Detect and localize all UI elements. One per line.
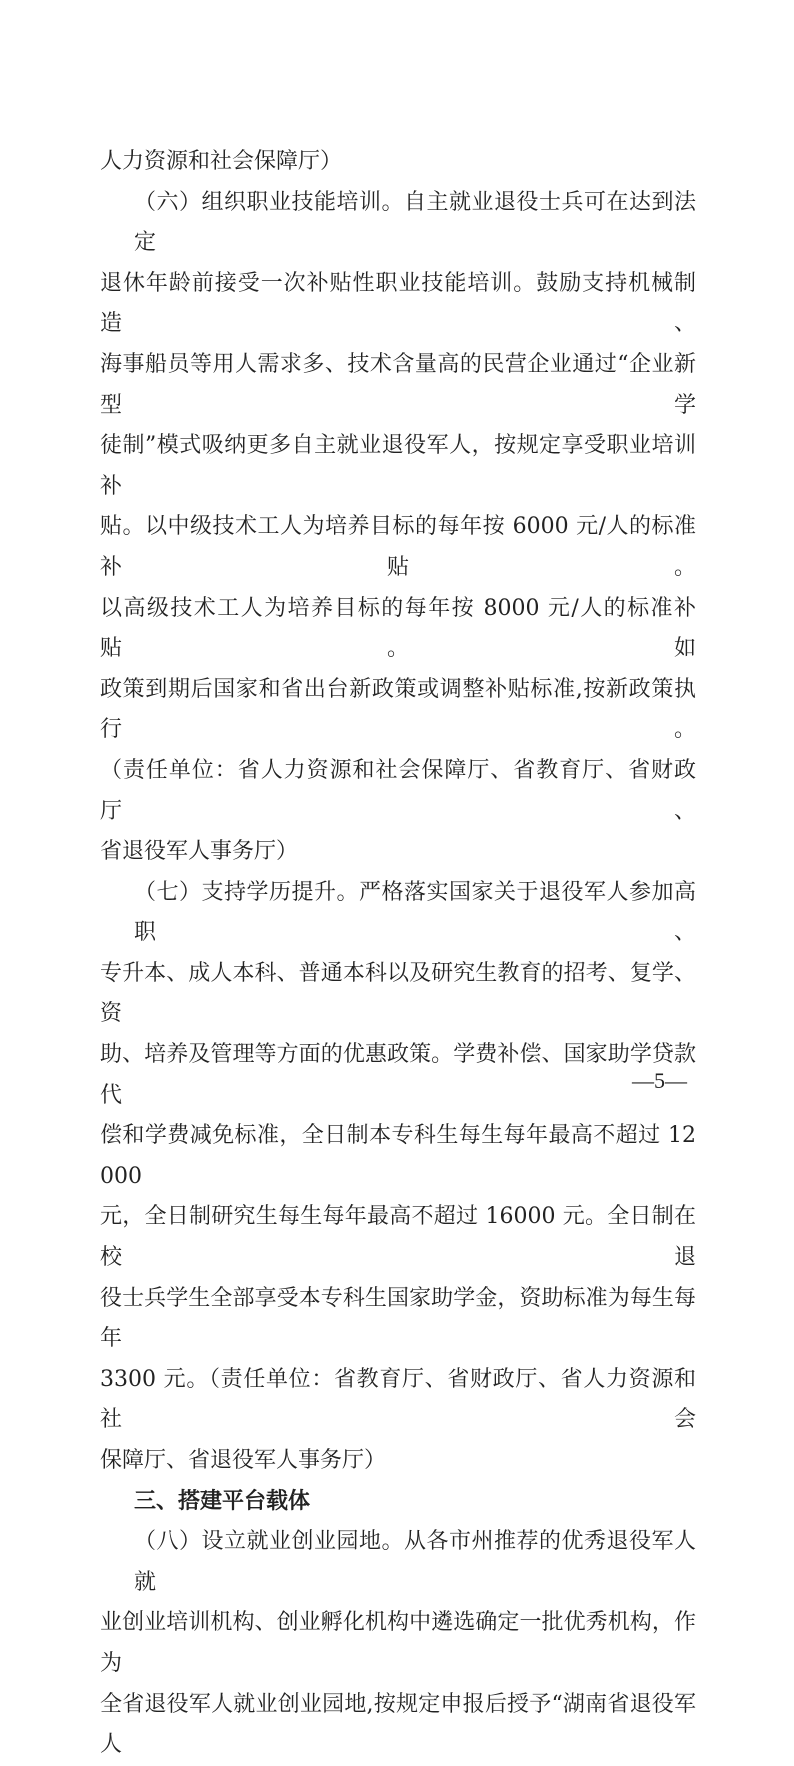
text-line: 元，全日制研究生每生每年最高不超过 16000 元。全日制在校退 <box>100 1204 696 1271</box>
text-line: 省退役军人事务厅） <box>100 839 299 865</box>
text-line: 偿和学费减免标准，全日制本专科生每生每年最高不超过 12000 <box>100 1123 696 1189</box>
text-line: 保障厅、省退役军人事务厅） <box>100 1448 387 1473</box>
text-line: 海事船员等用人需求多、技术含量高的民营企业通过“企业新型学 <box>100 351 696 418</box>
text-line: 政策到期后国家和省出台新政策或调整补贴标准,按新政策执行。 <box>100 676 696 743</box>
text-line: （八）设立就业创业园地。从各市州推荐的优秀退役军人就 <box>134 1529 696 1595</box>
text-line: （六）组织职业技能培训。自主就业退役士兵可在达到法定 <box>134 189 696 256</box>
text-line: （七）支持学历提升。严格落实国家关于退役军人参加高职、 <box>134 879 696 946</box>
text-line: 徒制”模式吸纳更多自主就业退役军人，按规定享受职业培训补 <box>100 433 696 499</box>
document-page <box>100 142 696 1766</box>
text-line: 助、培养及管理等方面的优惠政策。学费补偿、国家助学贷款代 <box>100 1042 696 1108</box>
page-number: —5— <box>632 1068 687 1093</box>
text-line: 全省退役军人就业创业园地,按规定申报后授予“湖南省退役军人 <box>100 1691 696 1758</box>
text-line: 人力资源和社会保障厅） <box>100 149 343 174</box>
text-line: （责任单位：省人力资源和社会保障厅、省教育厅、省财政厅、 <box>100 757 696 824</box>
text-line: 以高级技术工人为培养目标的每年按 8000 元/人的标准补贴。如 <box>100 595 696 662</box>
text-line: 专升本、成人本科、普通本科以及研究生教育的招考、复学、资 <box>100 960 696 1027</box>
text-line: 贴。以中级技术工人为培养目标的每年按 6000 元/人的标准补贴。 <box>100 514 696 580</box>
text-line: 3300 元。（责任单位：省教育厅、省财政厅、省人力资源和社会 <box>100 1366 696 1433</box>
text-line: 退休年龄前接受一次补贴性职业技能培训。鼓励支持机械制造、 <box>100 270 696 337</box>
text-line: 业创业培训机构、创业孵化机构中遴选确定一批优秀机构，作为 <box>100 1610 696 1676</box>
section-heading: 三、搭建平台载体 <box>134 1488 311 1514</box>
text-line: 役士兵学生全部享受本专科生国家助学金，资助标准为每生每年 <box>100 1285 696 1352</box>
